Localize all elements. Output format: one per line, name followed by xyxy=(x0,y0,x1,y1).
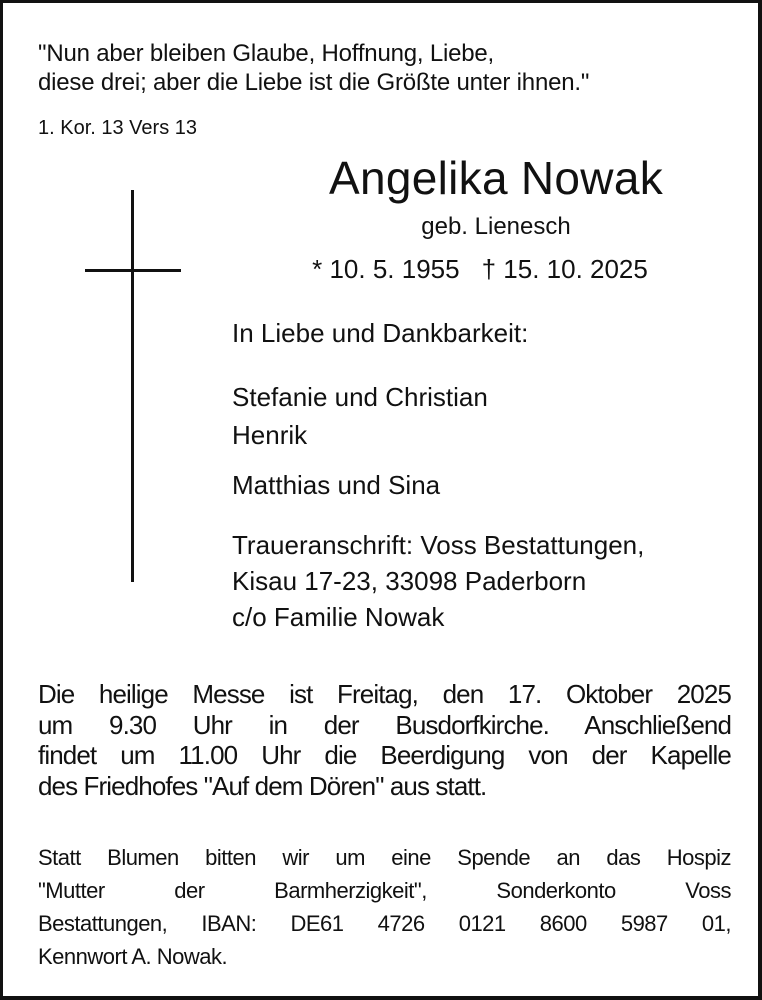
mourner-line: Stefanie und Christian xyxy=(232,382,488,412)
quote-line: "Nun aber bleiben Glaube, Hoffnung, Liebe, xyxy=(38,40,495,67)
quote-line: diese drei; aber die Liebe ist die Größte unter ihnen." xyxy=(38,69,590,96)
address-line: c/o Familie Nowak xyxy=(232,602,445,632)
life-dates xyxy=(289,253,671,285)
mourner-line: Henrik xyxy=(232,420,308,450)
donation-info xyxy=(38,841,731,973)
birth-date: * 10. 5. 1955 xyxy=(312,254,460,284)
donation-line: Bestattungen, IBAN: DE61 4726 0121 8600 5987 01, xyxy=(38,911,731,936)
service-line: findet um 11.00 Uhr die Beerdigung von der Kapelle xyxy=(38,740,731,770)
bible-quote xyxy=(38,39,589,97)
mourner-family xyxy=(232,466,440,504)
service-line: Die heilige Messe ist Freitag, den 17. Oktober 2025 xyxy=(38,679,731,709)
donation-line: "Mutter der Barmherzigkeit", Sonderkonto Voss xyxy=(38,878,731,903)
quote-source: 1. Kor. 13 Vers 13 xyxy=(38,117,197,139)
mourners-heading: In Liebe und Dankbarkeit: xyxy=(232,318,529,348)
address-line: Kisau 17-23, 33098 Paderborn xyxy=(232,566,587,596)
cross-horizontal-bar xyxy=(85,269,181,272)
service-line: um 9.30 Uhr in der Busdorfkirche. Anschließend xyxy=(38,709,731,740)
address-line: Traueranschrift: Voss Bestattungen, xyxy=(232,530,645,560)
mourner-family xyxy=(232,378,488,454)
cross-vertical-bar xyxy=(131,190,134,582)
donation-line: Kennwort A. Nowak. xyxy=(38,944,228,969)
death-date: † 15. 10. 2025 xyxy=(481,254,648,284)
mourner-line: Matthias und Sina xyxy=(232,470,441,500)
deceased-name: Angelika Nowak xyxy=(328,152,664,204)
funeral-service-info xyxy=(38,679,731,801)
service-line: des Friedhofes "Auf dem Dören" aus statt. xyxy=(38,770,487,801)
donation-line: Statt Blumen bitten wir um eine Spende an das Hospiz xyxy=(38,845,731,870)
maiden-name: geb. Lienesch xyxy=(421,213,571,240)
mourning-address xyxy=(232,527,644,635)
